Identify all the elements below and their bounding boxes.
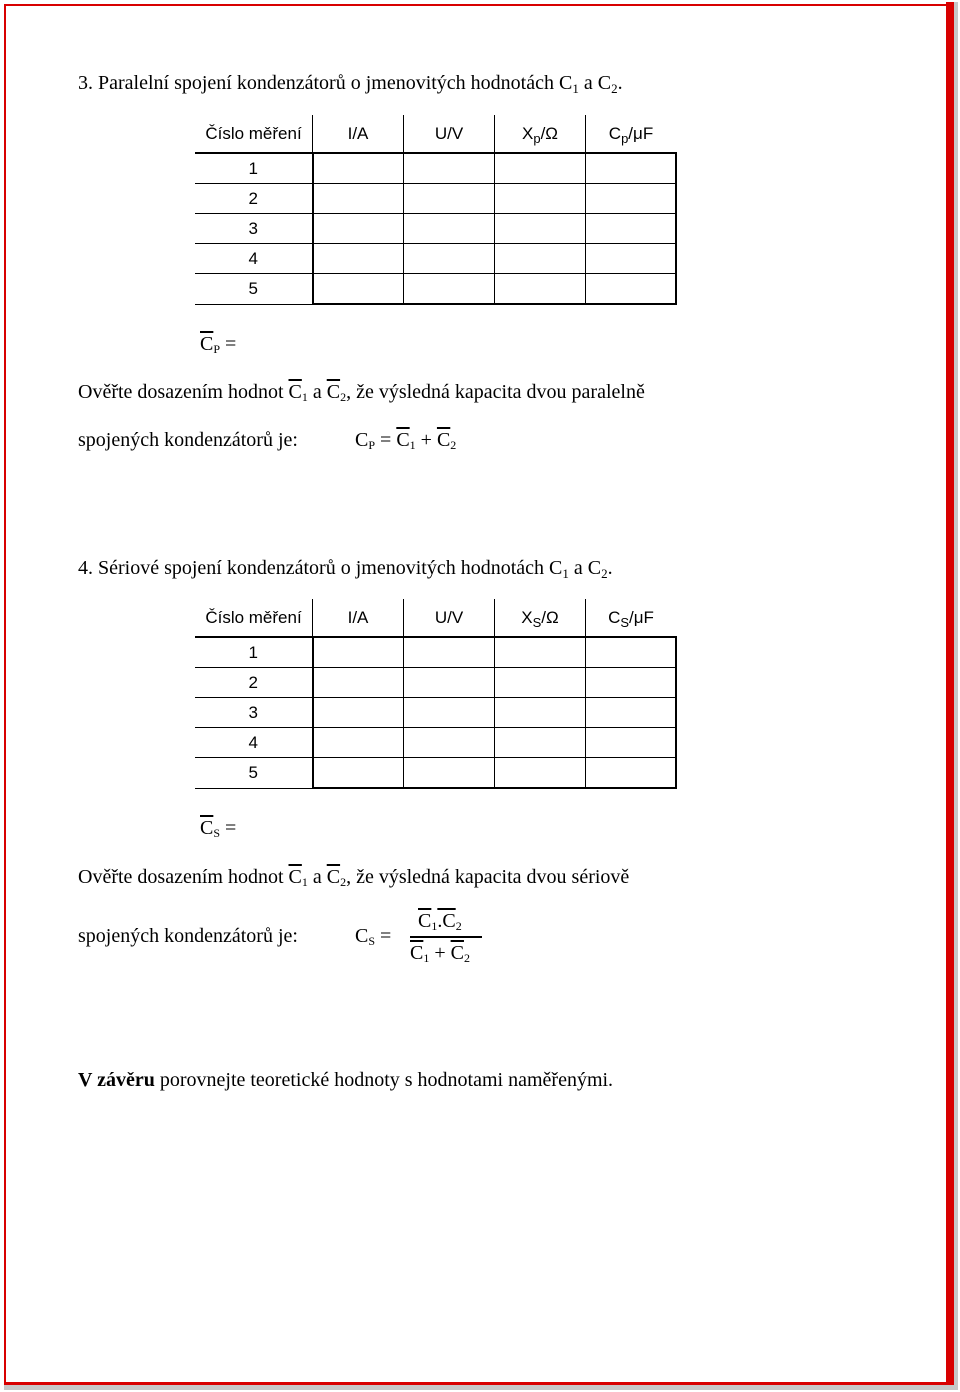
cell-input[interactable] [586, 153, 677, 184]
table-row [195, 758, 676, 789]
cell-input[interactable] [404, 184, 495, 214]
table-row [195, 214, 676, 244]
cell-input[interactable] [404, 244, 495, 274]
header-current: I/A [313, 599, 404, 637]
cell-input[interactable] [586, 637, 677, 668]
cell-input[interactable] [495, 214, 586, 244]
cell-input[interactable] [586, 758, 677, 789]
cell-input[interactable] [404, 668, 495, 698]
section4-heading: 4. Sériové spojení kondenzátorů o jmenovitých hodnotách $C_1$ a $C_2$. [78, 557, 613, 581]
cell-input[interactable] [404, 728, 495, 758]
row-number: 1 [195, 637, 313, 668]
table-header-row [195, 599, 676, 637]
section4-table [195, 599, 677, 789]
row-number: 4 [195, 244, 313, 274]
cell-input[interactable] [313, 244, 404, 274]
conclusion-text: V závěru porovnejte teoretické hodnoty s hodnotami naměřenými. [78, 1069, 614, 1091]
cell-input[interactable] [313, 637, 404, 668]
header-cislo-mereni: Číslo měření [195, 599, 313, 637]
cell-input[interactable] [495, 698, 586, 728]
cell-input[interactable] [313, 668, 404, 698]
header-current: I/A [313, 115, 404, 153]
section4-formula-numerator: $\overline{C}1.C2$ [418, 910, 462, 933]
cell-input[interactable] [404, 153, 495, 184]
section4-verify-text: Ověřte dosazením hodnot $\overline{C}1$ a $\overline{C}2$, že výsledná kapacita dvou sériově [78, 866, 630, 889]
table-row [195, 274, 676, 305]
section4-formula-denominator: $\overline{C}1 + \overline{C}2$ [410, 942, 470, 965]
cell-input[interactable] [313, 184, 404, 214]
row-number: 1 [195, 153, 313, 184]
cell-input[interactable] [404, 758, 495, 789]
cell-input[interactable] [586, 698, 677, 728]
cell-input[interactable] [404, 214, 495, 244]
header-voltage: U/V [404, 115, 495, 153]
table-row [195, 244, 676, 274]
header-reactance: $X_S/\Omega$ [495, 599, 586, 637]
cell-input[interactable] [313, 728, 404, 758]
fraction-bar [410, 936, 482, 938]
table-row [195, 184, 676, 214]
cell-input[interactable] [495, 728, 586, 758]
cell-input[interactable] [404, 698, 495, 728]
section3-formula: CP = $\overline{C}1 + \overline{C}2$ [355, 429, 457, 452]
page-border-bottom [4, 1382, 954, 1385]
table-row [195, 637, 676, 668]
row-number: 3 [195, 698, 313, 728]
cell-input[interactable] [495, 758, 586, 789]
cell-input[interactable] [495, 153, 586, 184]
cell-input[interactable] [586, 728, 677, 758]
section3-heading: 3. Paralelní spojení kondenzátorů o jmenovitých hodnotách $C_1$ a $C_2$. [78, 72, 623, 96]
header-capacitance: $C_p/\mu F$ [586, 115, 677, 153]
section3-average: $\overline{C}P$ = [200, 333, 237, 356]
row-number: 5 [195, 758, 313, 789]
table-row [195, 728, 676, 758]
header-reactance: $X_p/\Omega$ [495, 115, 586, 153]
page-shadow-bottom [4, 1385, 958, 1390]
section4-connected-text: spojených kondenzátorů je: [78, 925, 298, 947]
row-number: 3 [195, 214, 313, 244]
table-row [195, 668, 676, 698]
cell-input[interactable] [586, 244, 677, 274]
table-header-row [195, 115, 676, 153]
row-number: 5 [195, 274, 313, 305]
cell-input[interactable] [586, 668, 677, 698]
section4-average: $\overline{C}S$ = [200, 817, 237, 840]
cell-input[interactable] [404, 637, 495, 668]
cell-input[interactable] [586, 184, 677, 214]
section3-table [195, 115, 677, 305]
row-number: 2 [195, 668, 313, 698]
header-voltage: U/V [404, 599, 495, 637]
cell-input[interactable] [586, 214, 677, 244]
header-cislo-mereni: Číslo měření [195, 115, 313, 153]
row-number: 4 [195, 728, 313, 758]
cell-input[interactable] [313, 274, 404, 305]
page-border-right [946, 2, 954, 1386]
cell-input[interactable] [313, 758, 404, 789]
cell-input[interactable] [495, 274, 586, 305]
row-number: 2 [195, 184, 313, 214]
cell-input[interactable] [404, 274, 495, 305]
section3-connected-text: spojených kondenzátorů je: [78, 429, 298, 451]
cell-input[interactable] [586, 274, 677, 305]
section3-verify-text: Ověřte dosazením hodnot $\overline{C}1$ a $\overline{C}2$, že výsledná kapacita dvou paralelně [78, 381, 645, 404]
cell-input[interactable] [495, 244, 586, 274]
header-capacitance: $C_S/\mu F$ [586, 599, 677, 637]
table-row [195, 698, 676, 728]
cell-input[interactable] [313, 153, 404, 184]
cell-input[interactable] [495, 668, 586, 698]
table-row [195, 153, 676, 184]
cell-input[interactable] [495, 184, 586, 214]
cell-input[interactable] [313, 698, 404, 728]
cell-input[interactable] [495, 637, 586, 668]
section4-formula-lhs: CS = [355, 925, 392, 948]
cell-input[interactable] [313, 214, 404, 244]
